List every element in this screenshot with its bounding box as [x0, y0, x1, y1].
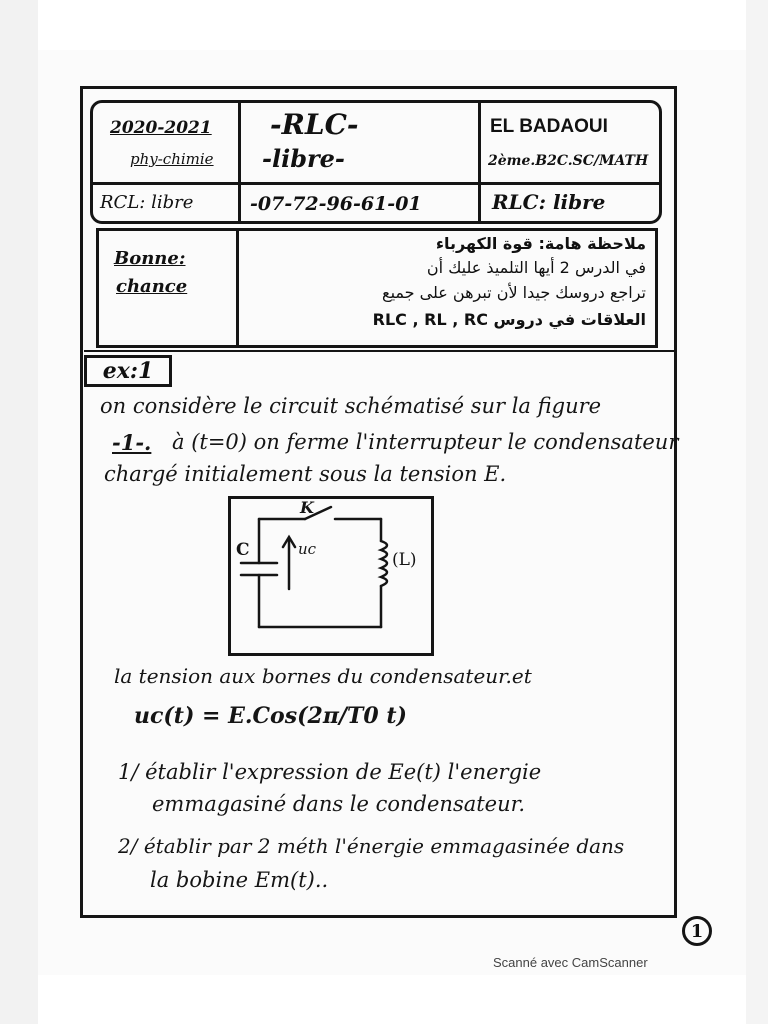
circuit-figure: [228, 496, 434, 656]
intro-arabic-line4: العلاقات في دروس RLC , RL , RC: [372, 310, 646, 329]
voltage-label: uc: [298, 540, 317, 558]
scan-margin-right: [746, 0, 768, 1024]
greeting-line2: chance: [116, 276, 188, 297]
header-phone: -07-72-96-61-01: [250, 193, 422, 215]
header-divider-right: [478, 102, 481, 222]
question2-line2: la bobine Em(t)..: [150, 868, 329, 892]
intro-arabic-line2: في الدرس 2 أيها التلميذ عليك أن: [426, 258, 646, 277]
greeting-line1: Bonne:: [114, 248, 186, 269]
question2-line1: 2/ établir par 2 méth l'énergie emmagasinée dans: [118, 834, 625, 858]
capacitor-label: C: [236, 540, 250, 560]
exercise-text-line4: la tension aux bornes du condensateur.et: [114, 664, 532, 688]
scan-margin-left: [0, 0, 38, 1024]
scanner-footer: Scanné avec CamScanner: [493, 955, 648, 970]
header-title: -RLC-: [270, 108, 359, 141]
intro-divider: [236, 230, 239, 346]
circuit-diagram: [231, 499, 431, 653]
header-year: 2020-2021: [110, 118, 212, 138]
header-topic-right: RLC: libre: [492, 190, 606, 214]
exercise-text-line3: chargé initialement sous la tension E.: [104, 462, 507, 486]
header-author: EL BADAOUI: [490, 116, 608, 137]
header-subject: phy-chimie: [130, 150, 214, 168]
page-number: 1: [682, 916, 712, 946]
header-row-divider: [92, 182, 660, 185]
header-subtitle: -libre-: [262, 144, 345, 173]
inductor-label: (L): [392, 550, 417, 570]
header-class: 2ème.B2C.SC/MATH: [488, 153, 649, 169]
intro-arabic-line1: ملاحظة هامة: قوة الكهرباء: [435, 234, 646, 253]
figure-reference: -1-.: [112, 430, 152, 455]
exercise-text-line1: on considère le circuit schématisé sur la figure: [100, 394, 602, 418]
exercise-rule: [84, 350, 674, 352]
inductor-coil: [381, 541, 387, 586]
exercise-text-line2: à (t=0) on ferme l'interrupteur le condensateur: [172, 430, 679, 454]
exercise-label: ex:1: [84, 355, 172, 387]
question1-line2: emmagasiné dans le condensateur.: [152, 792, 526, 816]
switch-label: K: [300, 498, 314, 517]
voltage-formula: uc(t) = E.Cos(2π/T0 t): [134, 703, 407, 729]
header-topic-left: RCL: libre: [100, 192, 194, 213]
question1-line1: 1/ établir l'expression de Ee(t) l'energie: [118, 760, 542, 784]
header-divider-left: [238, 102, 241, 222]
intro-arabic-line3: تراجع دروسك جيدا لأن تبرهن على جميع: [382, 283, 646, 302]
